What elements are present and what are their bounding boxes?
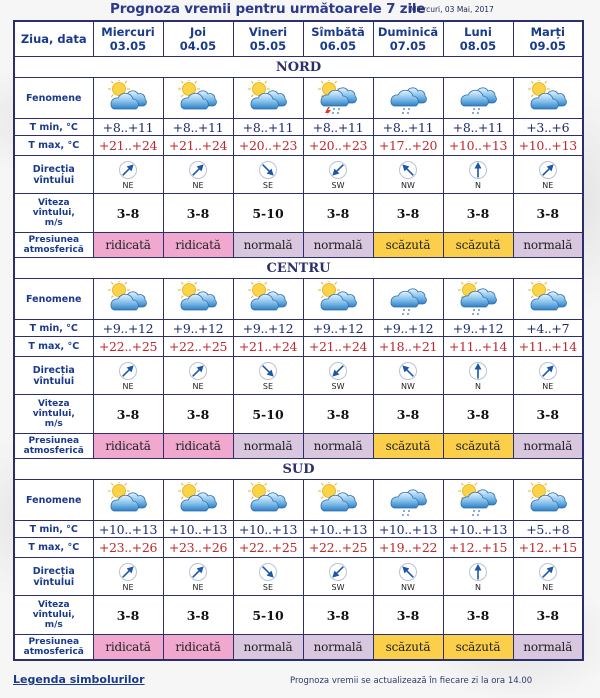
wind-speed-row bbox=[14, 194, 583, 233]
wind-arrow-icon bbox=[468, 160, 488, 180]
weather-cell bbox=[373, 78, 443, 119]
tmax-cell: +12..+15 bbox=[443, 538, 513, 558]
sun-cloud-icon bbox=[164, 482, 233, 518]
tmax-cell: +21..+24 bbox=[303, 337, 373, 357]
wind-arrow-icon bbox=[328, 160, 348, 180]
label-line: vîntului bbox=[33, 174, 75, 186]
tmax-row bbox=[14, 136, 583, 156]
label-line: Viteza bbox=[37, 198, 70, 208]
wind-direction-cell bbox=[443, 156, 513, 194]
wind-arrow-icon bbox=[468, 562, 488, 582]
wind-direction-cell bbox=[163, 357, 233, 395]
pressure-cell: scăzută bbox=[443, 635, 513, 661]
weather-cell bbox=[303, 480, 373, 521]
wind-speed-cell: 3-8 bbox=[443, 596, 513, 635]
wind-speed-cell: 5-10 bbox=[233, 194, 303, 233]
label-line: vîntului, bbox=[32, 208, 75, 218]
day-header bbox=[303, 21, 373, 57]
wind-speed-cell: 3-8 bbox=[303, 395, 373, 434]
sun-cloud-icon bbox=[234, 80, 303, 116]
tmin-cell: +10..+13 bbox=[233, 521, 303, 538]
pressure-cell: normală bbox=[303, 233, 373, 258]
sun-cloud-icon bbox=[514, 482, 583, 518]
day-header bbox=[513, 21, 583, 57]
wind-direction-label: NE bbox=[192, 180, 204, 190]
label-line: vîntului, bbox=[32, 409, 75, 419]
weather-cell bbox=[163, 78, 233, 119]
weather-cell bbox=[443, 78, 513, 119]
cloud-rain-icon bbox=[374, 80, 443, 116]
sun-cloud-thunder-rain-icon bbox=[304, 80, 373, 116]
wind-arrow-icon bbox=[188, 160, 208, 180]
pressure-cell: scăzută bbox=[443, 233, 513, 258]
header-row bbox=[14, 21, 583, 57]
day-name: Marți bbox=[530, 25, 565, 39]
label-line: Presiunea bbox=[28, 637, 80, 647]
tmin-cell: +10..+13 bbox=[373, 521, 443, 538]
sun-cloud-icon bbox=[164, 281, 233, 317]
tmax-cell: +10..+13 bbox=[513, 136, 583, 156]
label-line: atmosferică bbox=[23, 245, 84, 255]
corner-label: Ziua, data bbox=[14, 21, 93, 57]
wind-direction-label: NE bbox=[542, 381, 554, 391]
tmax-cell: +22..+25 bbox=[93, 337, 163, 357]
row-label bbox=[14, 635, 93, 661]
wind-direction-cell bbox=[373, 357, 443, 395]
wind-arrow-icon bbox=[118, 361, 138, 381]
day-header bbox=[163, 21, 233, 57]
day-name: Joi bbox=[189, 25, 207, 39]
wind-direction-label: N bbox=[475, 180, 481, 190]
tmin-cell: +8..+11 bbox=[373, 119, 443, 136]
wind-speed-cell: 3-8 bbox=[513, 596, 583, 635]
wind-direction-cell bbox=[93, 558, 163, 596]
row-label bbox=[14, 233, 93, 258]
wind-direction-cell bbox=[373, 156, 443, 194]
wind-arrow-icon bbox=[468, 361, 488, 381]
sun-cloud-rain-icon bbox=[444, 482, 513, 518]
tmax-cell: +22..+25 bbox=[163, 337, 233, 357]
wind-direction-cell bbox=[233, 357, 303, 395]
tmax-cell: +12..+15 bbox=[513, 538, 583, 558]
wind-speed-cell: 3-8 bbox=[513, 194, 583, 233]
wind-direction-cell bbox=[233, 558, 303, 596]
title-bar bbox=[0, 0, 600, 20]
row-label: T min, °C bbox=[14, 119, 93, 136]
tmin-cell: +9..+12 bbox=[233, 320, 303, 337]
tmax-cell: +11..+14 bbox=[443, 337, 513, 357]
sun-cloud-icon bbox=[94, 80, 163, 116]
region-row bbox=[14, 459, 583, 480]
wind-direction-cell bbox=[303, 357, 373, 395]
tmax-cell: +22..+25 bbox=[303, 538, 373, 558]
wind-direction-cell bbox=[513, 156, 583, 194]
region-row bbox=[14, 258, 583, 279]
wind-speed-cell: 3-8 bbox=[93, 395, 163, 434]
wind-speed-cell: 3-8 bbox=[373, 596, 443, 635]
tmin-cell: +10..+13 bbox=[303, 521, 373, 538]
pressure-cell: normală bbox=[513, 635, 583, 661]
weather-cell bbox=[303, 279, 373, 320]
wind-direction-row bbox=[14, 156, 583, 194]
wind-direction-cell bbox=[443, 558, 513, 596]
tmax-cell: +20..+23 bbox=[233, 136, 303, 156]
tmax-cell: +21..+24 bbox=[93, 136, 163, 156]
cloud-rain-icon bbox=[374, 281, 443, 317]
day-header bbox=[373, 21, 443, 57]
wind-speed-row bbox=[14, 395, 583, 434]
day-name: Vineri bbox=[248, 25, 288, 39]
weather-cell bbox=[513, 480, 583, 521]
wind-arrow-icon bbox=[258, 361, 278, 381]
weather-cell bbox=[443, 279, 513, 320]
tmax-cell: +18..+21 bbox=[373, 337, 443, 357]
wind-direction-label: NE bbox=[122, 180, 134, 190]
label-line: vîntului bbox=[33, 576, 75, 588]
wind-direction-cell bbox=[373, 558, 443, 596]
label-line: vîntului, bbox=[32, 610, 75, 620]
region-name: CENTRU bbox=[14, 258, 583, 279]
wind-arrow-icon bbox=[538, 361, 558, 381]
weather-cell bbox=[93, 78, 163, 119]
wind-arrow-icon bbox=[258, 562, 278, 582]
tmin-cell: +8..+11 bbox=[303, 119, 373, 136]
wind-direction-label: NE bbox=[122, 582, 134, 592]
wind-direction-label: NE bbox=[192, 582, 204, 592]
pressure-cell: normală bbox=[513, 233, 583, 258]
wind-arrow-icon bbox=[188, 361, 208, 381]
wind-arrow-icon bbox=[538, 562, 558, 582]
tmax-cell: +10..+13 bbox=[443, 136, 513, 156]
wind-speed-cell: 3-8 bbox=[93, 194, 163, 233]
row-label: T min, °C bbox=[14, 521, 93, 538]
tmax-cell: +21..+24 bbox=[233, 337, 303, 357]
tmin-cell: +8..+11 bbox=[93, 119, 163, 136]
wind-direction-label: N bbox=[475, 582, 481, 592]
weather-cell bbox=[373, 480, 443, 521]
wind-speed-cell: 3-8 bbox=[163, 395, 233, 434]
sun-cloud-icon bbox=[304, 281, 373, 317]
wind-direction-label: SE bbox=[262, 180, 274, 190]
wind-speed-cell: 3-8 bbox=[303, 194, 373, 233]
tmin-cell: +9..+12 bbox=[303, 320, 373, 337]
tmin-cell: +9..+12 bbox=[373, 320, 443, 337]
wind-arrow-icon bbox=[398, 160, 418, 180]
phenomena-row bbox=[14, 480, 583, 521]
region-name: NORD bbox=[14, 57, 583, 78]
tmin-cell: +9..+12 bbox=[93, 320, 163, 337]
day-date: 04.05 bbox=[179, 39, 217, 53]
wind-arrow-icon bbox=[118, 160, 138, 180]
pressure-row bbox=[14, 233, 583, 258]
label-line: Direcția bbox=[32, 565, 75, 577]
pressure-cell: ridicată bbox=[163, 434, 233, 459]
wind-direction-label: SW bbox=[331, 381, 345, 391]
pressure-cell: ridicată bbox=[93, 233, 163, 258]
region-row bbox=[14, 57, 583, 78]
label-line: m/s bbox=[44, 419, 63, 429]
tmin-row bbox=[14, 320, 583, 337]
region-name: SUD bbox=[14, 459, 583, 480]
tmax-row bbox=[14, 337, 583, 357]
tmax-cell: +21..+24 bbox=[163, 136, 233, 156]
wind-direction-label: NE bbox=[542, 582, 554, 592]
tmin-cell: +10..+13 bbox=[443, 521, 513, 538]
pressure-row bbox=[14, 635, 583, 661]
weather-cell bbox=[233, 78, 303, 119]
day-header bbox=[233, 21, 303, 57]
day-name: Miercuri bbox=[101, 25, 155, 39]
pressure-cell: ridicată bbox=[163, 233, 233, 258]
tmax-cell: +22..+25 bbox=[233, 538, 303, 558]
cloud-rain-icon bbox=[374, 482, 443, 518]
wind-arrow-icon bbox=[118, 562, 138, 582]
pressure-cell: normală bbox=[303, 635, 373, 661]
tmax-cell: +19..+22 bbox=[373, 538, 443, 558]
pressure-cell: ridicată bbox=[93, 434, 163, 459]
pressure-cell: ridicată bbox=[163, 635, 233, 661]
legend-link[interactable]: Legenda simbolurilor bbox=[13, 673, 145, 686]
row-label bbox=[14, 558, 93, 596]
wind-direction-label: NW bbox=[401, 180, 415, 190]
day-date: 08.05 bbox=[459, 39, 497, 53]
label-line: Viteza bbox=[37, 600, 70, 610]
tmin-cell: +9..+12 bbox=[163, 320, 233, 337]
wind-direction-cell bbox=[513, 558, 583, 596]
weather-cell bbox=[163, 480, 233, 521]
pressure-cell: normală bbox=[233, 233, 303, 258]
wind-speed-cell: 3-8 bbox=[303, 596, 373, 635]
wind-arrow-icon bbox=[398, 361, 418, 381]
sun-cloud-icon bbox=[94, 281, 163, 317]
row-label bbox=[14, 596, 93, 635]
wind-speed-cell: 3-8 bbox=[373, 395, 443, 434]
weather-cell bbox=[233, 279, 303, 320]
day-date: 06.05 bbox=[319, 39, 357, 53]
sun-cloud-rain-icon bbox=[444, 281, 513, 317]
sun-cloud-icon bbox=[164, 80, 233, 116]
phenomena-row bbox=[14, 78, 583, 119]
tmax-row bbox=[14, 538, 583, 558]
pressure-row bbox=[14, 434, 583, 459]
tmin-cell: +5..+8 bbox=[513, 521, 583, 538]
wind-speed-cell: 3-8 bbox=[443, 194, 513, 233]
wind-direction-label: NE bbox=[542, 180, 554, 190]
label-line: m/s bbox=[44, 218, 63, 228]
tmin-cell: +10..+13 bbox=[163, 521, 233, 538]
weather-cell bbox=[93, 279, 163, 320]
forecast-table bbox=[13, 20, 584, 661]
wind-direction-label: SE bbox=[262, 582, 274, 592]
wind-direction-label: NE bbox=[122, 381, 134, 391]
page-title: Prognoza vremii pentru următoarele 7 zile bbox=[110, 1, 426, 17]
label-line: Presiunea bbox=[28, 235, 80, 245]
day-date: 03.05 bbox=[109, 39, 147, 53]
label-line: Direcția bbox=[32, 364, 75, 376]
row-label bbox=[14, 395, 93, 434]
pressure-cell: normală bbox=[233, 434, 303, 459]
row-label: T min, °C bbox=[14, 320, 93, 337]
wind-arrow-icon bbox=[328, 361, 348, 381]
pressure-cell: scăzută bbox=[373, 434, 443, 459]
wind-speed-row bbox=[14, 596, 583, 635]
wind-arrow-icon bbox=[258, 160, 278, 180]
wind-direction-row bbox=[14, 357, 583, 395]
label-line: m/s bbox=[44, 620, 63, 630]
row-label bbox=[14, 194, 93, 233]
tmin-cell: +8..+11 bbox=[233, 119, 303, 136]
day-header bbox=[443, 21, 513, 57]
wind-arrow-icon bbox=[538, 160, 558, 180]
pressure-cell: scăzută bbox=[443, 434, 513, 459]
pressure-cell: scăzută bbox=[373, 233, 443, 258]
sun-cloud-icon bbox=[514, 281, 583, 317]
label-line: atmosferică bbox=[23, 446, 84, 456]
day-header bbox=[93, 21, 163, 57]
tmax-cell: +11..+14 bbox=[513, 337, 583, 357]
wind-direction-cell bbox=[163, 156, 233, 194]
wind-direction-row bbox=[14, 558, 583, 596]
row-label bbox=[14, 434, 93, 459]
pressure-cell: scăzută bbox=[373, 635, 443, 661]
wind-direction-cell bbox=[513, 357, 583, 395]
pressure-cell: normală bbox=[513, 434, 583, 459]
weather-cell bbox=[373, 279, 443, 320]
wind-direction-label: N bbox=[475, 381, 481, 391]
wind-direction-cell bbox=[93, 357, 163, 395]
wind-direction-label: NE bbox=[192, 381, 204, 391]
update-note: Prognoza vremii se actualizează în fiecare zi la ora 14.00 bbox=[290, 676, 533, 686]
wind-direction-cell bbox=[303, 558, 373, 596]
weather-cell bbox=[513, 279, 583, 320]
weather-cell bbox=[303, 78, 373, 119]
wind-direction-cell bbox=[303, 156, 373, 194]
day-date: 05.05 bbox=[249, 39, 287, 53]
wind-direction-label: SW bbox=[331, 582, 345, 592]
label-line: Direcția bbox=[32, 163, 75, 175]
wind-speed-cell: 3-8 bbox=[443, 395, 513, 434]
pressure-cell: ridicată bbox=[93, 635, 163, 661]
row-label: T max, °C bbox=[14, 136, 93, 156]
row-label bbox=[14, 156, 93, 194]
day-date: 07.05 bbox=[389, 39, 427, 53]
tmin-cell: +8..+11 bbox=[443, 119, 513, 136]
row-label: T max, °C bbox=[14, 538, 93, 558]
wind-speed-cell: 3-8 bbox=[163, 194, 233, 233]
tmin-row bbox=[14, 119, 583, 136]
tmin-cell: +10..+13 bbox=[93, 521, 163, 538]
day-name: Duminică bbox=[377, 25, 439, 39]
wind-direction-cell bbox=[163, 558, 233, 596]
row-label: Fenomene bbox=[14, 279, 93, 320]
weather-cell bbox=[163, 279, 233, 320]
wind-speed-cell: 3-8 bbox=[93, 596, 163, 635]
tmin-cell: +8..+11 bbox=[163, 119, 233, 136]
row-label: Fenomene bbox=[14, 78, 93, 119]
sun-cloud-icon bbox=[304, 482, 373, 518]
pressure-cell: normală bbox=[303, 434, 373, 459]
weather-cell bbox=[93, 480, 163, 521]
sun-cloud-icon bbox=[514, 80, 583, 116]
sun-cloud-icon bbox=[234, 482, 303, 518]
tmax-cell: +23..+26 bbox=[163, 538, 233, 558]
label-line: Presiunea bbox=[28, 436, 80, 446]
tmin-cell: +4..+7 bbox=[513, 320, 583, 337]
wind-direction-label: SW bbox=[331, 180, 345, 190]
current-date: Miercuri, 03 Mai, 2017 bbox=[410, 5, 494, 14]
weather-cell bbox=[443, 480, 513, 521]
wind-arrow-icon bbox=[188, 562, 208, 582]
tmin-row bbox=[14, 521, 583, 538]
row-label bbox=[14, 357, 93, 395]
sun-cloud-icon bbox=[234, 281, 303, 317]
wind-direction-label: NW bbox=[401, 582, 415, 592]
day-date: 09.05 bbox=[529, 39, 566, 53]
label-line: atmosferică bbox=[23, 647, 84, 657]
wind-speed-cell: 3-8 bbox=[513, 395, 583, 434]
label-line: Viteza bbox=[37, 399, 70, 409]
tmin-cell: +3..+6 bbox=[513, 119, 583, 136]
tmin-cell: +9..+12 bbox=[443, 320, 513, 337]
weather-cell bbox=[513, 78, 583, 119]
wind-speed-cell: 3-8 bbox=[373, 194, 443, 233]
day-name: Luni bbox=[464, 25, 492, 39]
wind-direction-label: SE bbox=[262, 381, 274, 391]
wind-direction-label: NW bbox=[401, 381, 415, 391]
sun-cloud-icon bbox=[94, 482, 163, 518]
row-label: Fenomene bbox=[14, 480, 93, 521]
pressure-cell: normală bbox=[233, 635, 303, 661]
wind-direction-cell bbox=[443, 357, 513, 395]
wind-direction-cell bbox=[93, 156, 163, 194]
wind-speed-cell: 5-10 bbox=[233, 596, 303, 635]
tmax-cell: +17..+20 bbox=[373, 136, 443, 156]
cloud-rain-icon bbox=[444, 80, 513, 116]
day-name: Sîmbătă bbox=[311, 25, 365, 39]
tmax-cell: +23..+26 bbox=[93, 538, 163, 558]
wind-speed-cell: 3-8 bbox=[163, 596, 233, 635]
label-line: vîntului bbox=[33, 375, 75, 387]
wind-arrow-icon bbox=[328, 562, 348, 582]
phenomena-row bbox=[14, 279, 583, 320]
weather-cell bbox=[233, 480, 303, 521]
tmax-cell: +20..+23 bbox=[303, 136, 373, 156]
row-label: T max, °C bbox=[14, 337, 93, 357]
wind-arrow-icon bbox=[398, 562, 418, 582]
wind-direction-cell bbox=[233, 156, 303, 194]
wind-speed-cell: 5-10 bbox=[233, 395, 303, 434]
